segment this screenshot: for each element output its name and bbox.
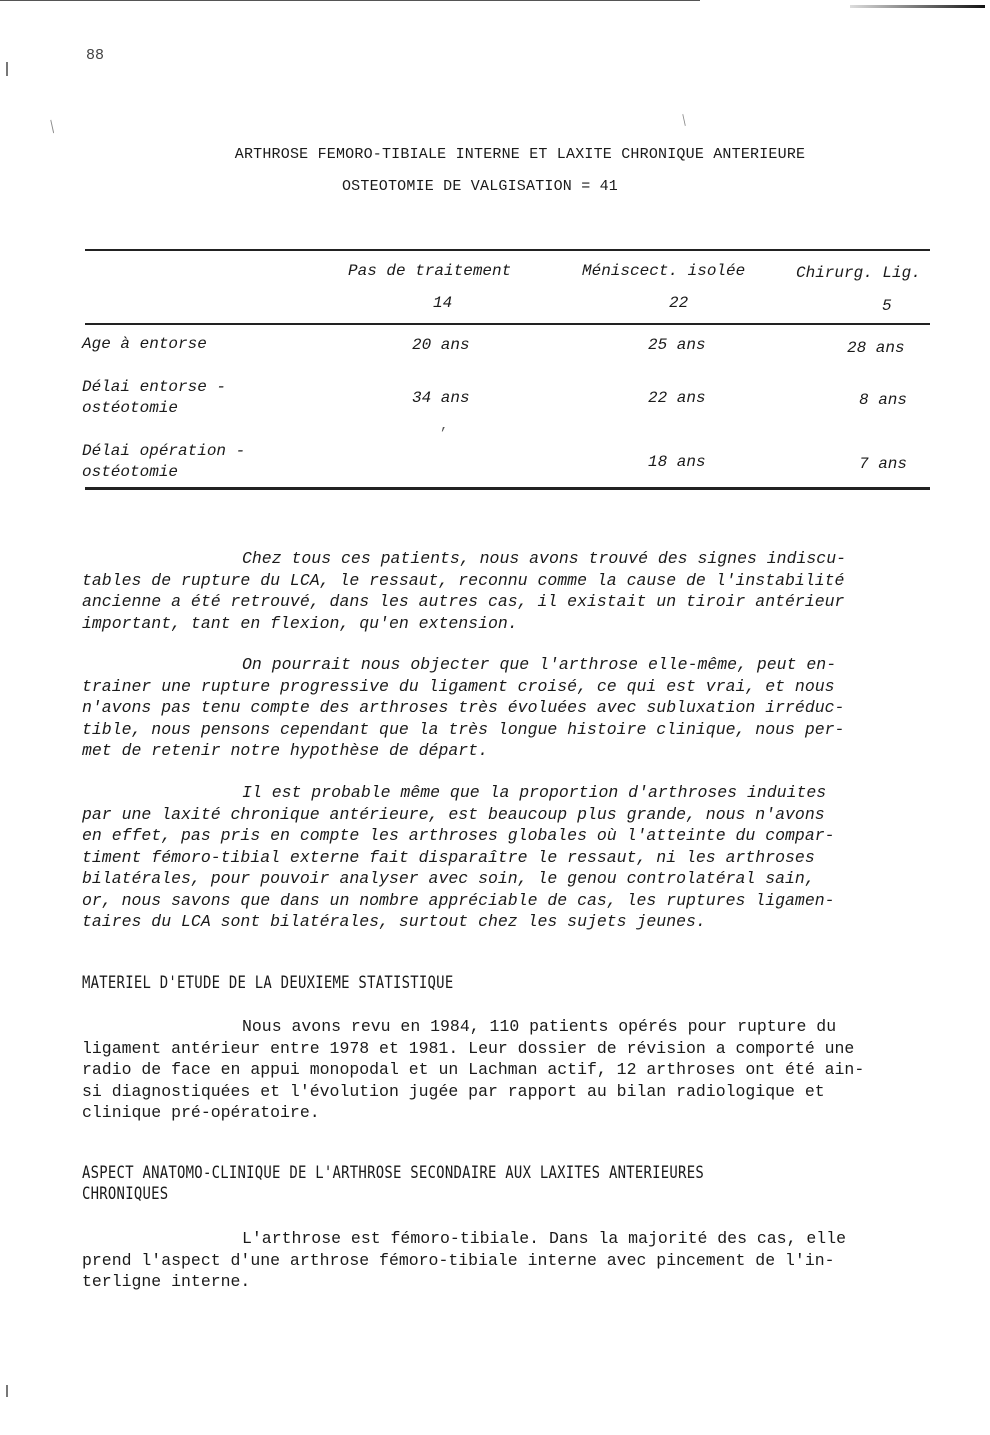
col-count-pas-traitement: 14 [433, 294, 453, 312]
row-label: ostéotomie [82, 463, 179, 481]
col-header-meniscect: Méniscect. isolée [582, 262, 746, 280]
text-line: taires du LCA sont bilatérales, surtout chez les sujets jeunes. [82, 912, 706, 931]
paragraph-1 [82, 548, 902, 634]
table-bottom-rule [85, 487, 930, 490]
table-cell: 7 ans [859, 455, 908, 473]
section-heading: MATERIEL D'ETUDE DE LA DEUXIEME STATISTIQUE [82, 973, 454, 993]
row-label: ostéotomie [82, 399, 179, 417]
left-margin-mark [6, 62, 8, 76]
row-label: Délai entorse - [82, 378, 227, 396]
text-line: n'avons pas tenu compte des arthroses très évoluées avec subluxation irréduc- [82, 698, 845, 717]
text-line: or, nous savons que dans un nombre appréciable de cas, les ruptures ligamen- [82, 890, 835, 910]
text-line: terligne interne. [82, 1272, 251, 1291]
text-line: timent fémoro-tibial externe fait disparaître le ressaut, ni les arthroses [82, 847, 815, 867]
text-line: ligament antérieur entre 1978 et 1981. Leur dossier de révision a comporté une [82, 1038, 855, 1058]
table-cell: 18 ans [648, 453, 706, 471]
col-header-chirurg: Chirurg. Lig. [796, 264, 921, 282]
stray-pen-mark: ⁄ [675, 111, 695, 131]
text-line: trainer une rupture progressive du ligament croisé, ce qui est vrai, et nous [82, 676, 835, 696]
left-margin-mark-bottom [6, 1385, 8, 1397]
paragraph-2 [82, 654, 902, 762]
section-heading: CHRONIQUES [82, 1184, 169, 1204]
text-line: tables de rupture du LCA, le ressaut, reconnu comme la cause de l'instabilité [82, 570, 845, 590]
col-count-meniscect: 22 [669, 294, 689, 312]
text-line: en effet, pas pris en compte les arthroses globales où l'atteinte du compar- [82, 826, 835, 845]
text-line: clinique pré-opératoire. [82, 1103, 320, 1122]
text-line: Il est probable même que la proportion d'arthroses induites [242, 783, 827, 802]
table-cell: 25 ans [648, 336, 706, 354]
table-top-rule [85, 249, 930, 251]
top-border-line [0, 0, 700, 1]
text-line: prend l'aspect d'une arthrose fémoro-tibiale interne avec pincement de l'in- [82, 1250, 835, 1270]
col-count-chirurg: 5 [882, 297, 892, 315]
col-header-pas-traitement: Pas de traitement [348, 262, 512, 280]
text-line: L'arthrose est fémoro-tibiale. Dans la majorité des cas, elle [242, 1229, 846, 1248]
section-heading: ASPECT ANATOMO-CLINIQUE DE L'ARTHROSE SECONDAIRE AUX LAXITES ANTERIEURES [82, 1163, 704, 1183]
paragraph-3 [82, 782, 902, 933]
row-label: Age à entorse [82, 335, 207, 353]
table-cell: 22 ans [648, 389, 706, 407]
text-line: Chez tous ces patients, nous avons trouvé des signes indiscu- [242, 549, 846, 568]
text-line: bilatérales, pour pouvoir analyser avec soin, le genou controlatéral sain, [82, 869, 815, 888]
page-number: 88 [86, 47, 105, 64]
section-1-text [82, 1016, 902, 1124]
stray-pen-mark: , [440, 418, 449, 434]
table-cell: 34 ans [412, 389, 470, 407]
text-line: met de retenir notre hypothèse de départ. [82, 741, 488, 760]
text-line: ancienne a été retrouvé, dans les autres cas, il existait un tiroir antérieur [82, 592, 845, 611]
text-line: On pourrait nous objecter que l'arthrose elle-même, peut en- [242, 655, 837, 674]
text-line: Nous avons revu en 1984, 110 patients opérés pour rupture du [242, 1017, 837, 1036]
document-title: ARTHROSE FEMORO-TIBIALE INTERNE ET LAXITE CHRONIQUE ANTERIEURE [234, 146, 806, 163]
stray-pen-mark: ⁄ [42, 116, 64, 140]
section-2-text [82, 1228, 902, 1293]
table-cell: 20 ans [412, 336, 470, 354]
text-line: tible, nous pensons cependant que la très longue histoire clinique, nous per- [82, 719, 845, 739]
text-line: si diagnostiquées et l'évolution jugée par rapport au bilan radiologique et [82, 1081, 825, 1101]
document-subtitle: OSTEOTOMIE DE VALGISATION = 41 [341, 178, 619, 195]
text-line: important, tant en flexion, qu'en extension. [82, 613, 518, 633]
top-right-smudge [850, 5, 985, 8]
text-line: radio de face en appui monopodal et un Lachman actif, 12 arthroses ont été ain- [82, 1060, 865, 1079]
table-header-rule [85, 323, 930, 325]
table-cell: 28 ans [847, 339, 905, 357]
row-label: Délai opération - [82, 442, 246, 460]
text-line: par une laxité chronique antérieure, est beaucoup plus grande, nous n'avons [82, 804, 825, 824]
table-cell: 8 ans [859, 391, 908, 409]
